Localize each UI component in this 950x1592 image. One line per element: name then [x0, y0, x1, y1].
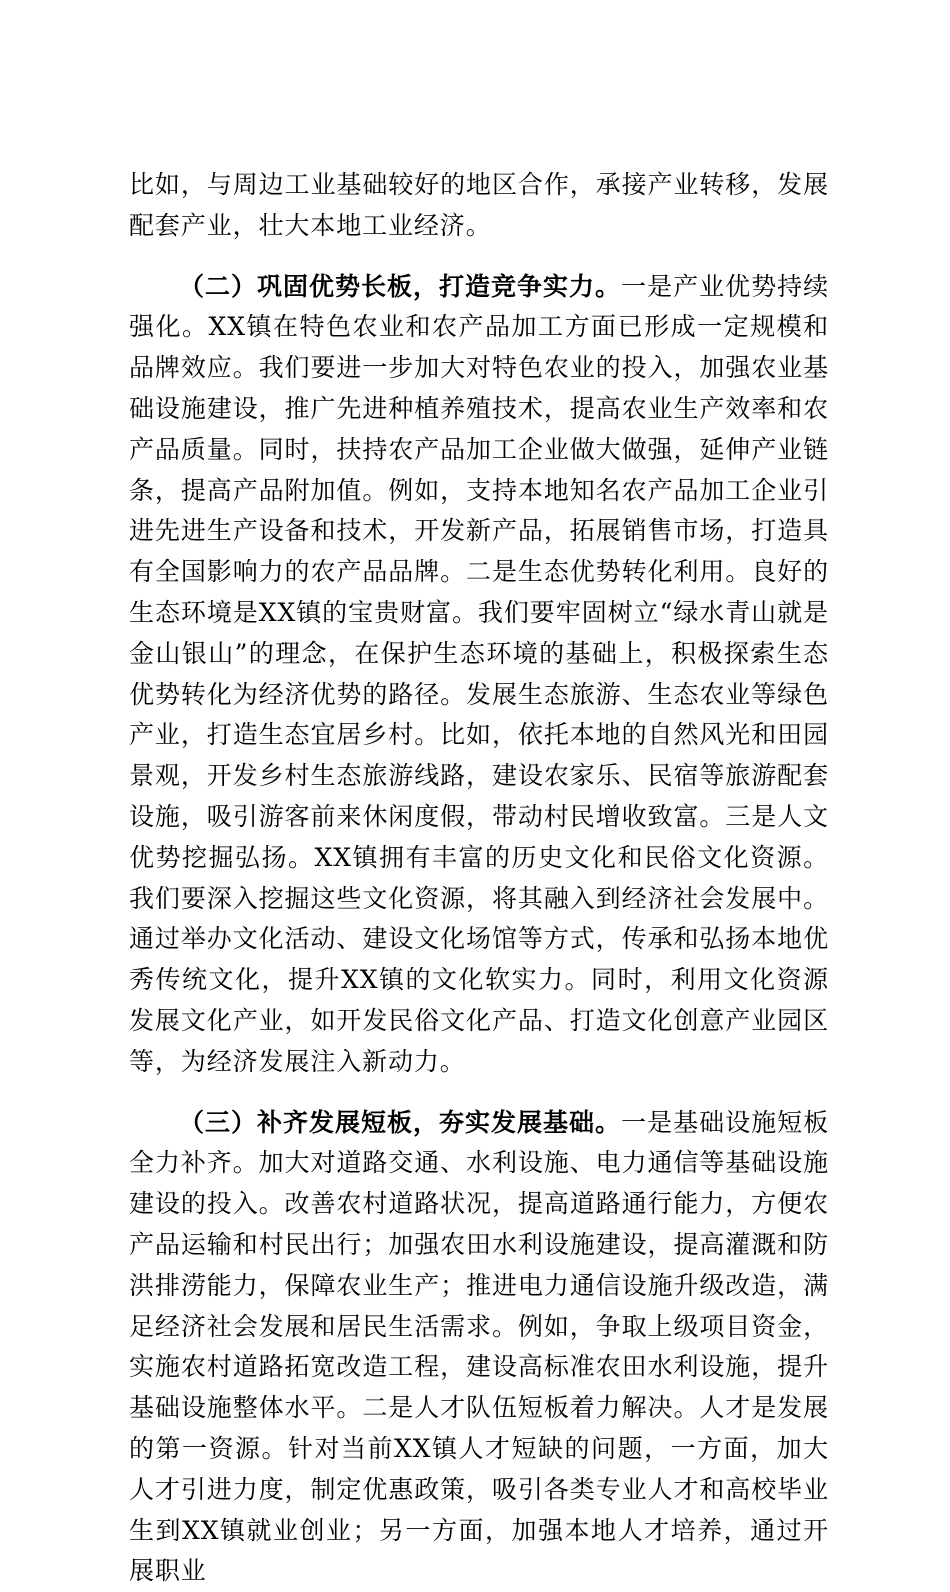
paragraph-body-text: 一是基础设施短板全力补齐。加大对道路交通、水利设施、电力通信等基础设施建设的投入。改善农村道路状况，提高道路通行能力，方便农产品运输和村民出行；加强农田水利设施建设，提高灌溉和防洪排涝能力，保障农业生产；推进电力通信设施升级改造，满足经济社会发展和居民生活需求。例如，争取上级项目资金，实施农村道路拓宽改造工程，建设高标准农田水利设施，提升基础设施整体水平。二是人才队伍短板着力解决。人才是发展的第一资源。针对当前XX镇人才短缺的问题，一方面，加大人才引进力度，制定优惠政策，吸引各类专业人才和高校毕业生到XX镇就业创业；另一方面，加强本地人才培养，通过开展职业	[129, 1107, 829, 1586]
paragraph-continuation	[129, 165, 829, 247]
paragraph-body-text: 一是产业优势持续强化。XX镇在特色农业和农产品加工方面已形成一定规模和品牌效应。我们要进一步加大对特色农业的投入，加强农业基础设施建设，推广先进种植养殖技术，提高农业生产效率和农产品质量。同时，扶持农产品加工企业做大做强，延伸产业链条，提高产品附加值。例如，支持本地知名农产品加工企业引进先进生产设备和技术，开发新产品，拓展销售市场，打造具有全国影响力的农产品品牌。二是生态优势转化利用。良好的生态环境是XX镇的宝贵财富。我们要牢固树立“绿水青山就是金山银山”的理念，在保护生态环境的基础上，积极探索生态优势转化为经济优势的路径。发展生态旅游、生态农业等绿色产业，打造生态宜居乡村。比如，依托本地的自然风光和田园景观，开发乡村生态旅游线路，建设农家乐、民宿等旅游配套设施，吸引游客前来休闲度假，带动村民增收致富。三是人文优势挖掘弘扬。XX镇拥有丰富的历史文化和民俗文化资源。我们要深入挖掘这些文化资源，将其融入到经济社会发展中。通过举办文化活动、建设文化场馆等方式，传承和弘扬本地优秀传统文化，提升XX镇的文化软实力。同时，利用文化资源发展文化产业，如开发民俗文化产品、打造文化创意产业园区等，为经济发展注入新动力。	[129, 271, 829, 1076]
section-heading-3: （三）补齐发展短板，夯实发展基础。	[179, 1107, 622, 1137]
document-page	[129, 165, 829, 1592]
paragraph-body-text: 比如，与周边工业基础较好的地区合作，承接产业转移，发展配套产业，壮大本地工业经济。	[129, 170, 829, 240]
section-heading-2: （二）巩固优势长板，打造竞争实力。	[179, 271, 622, 301]
paragraph-section-2	[129, 267, 829, 1083]
paragraph-section-3	[129, 1103, 829, 1592]
